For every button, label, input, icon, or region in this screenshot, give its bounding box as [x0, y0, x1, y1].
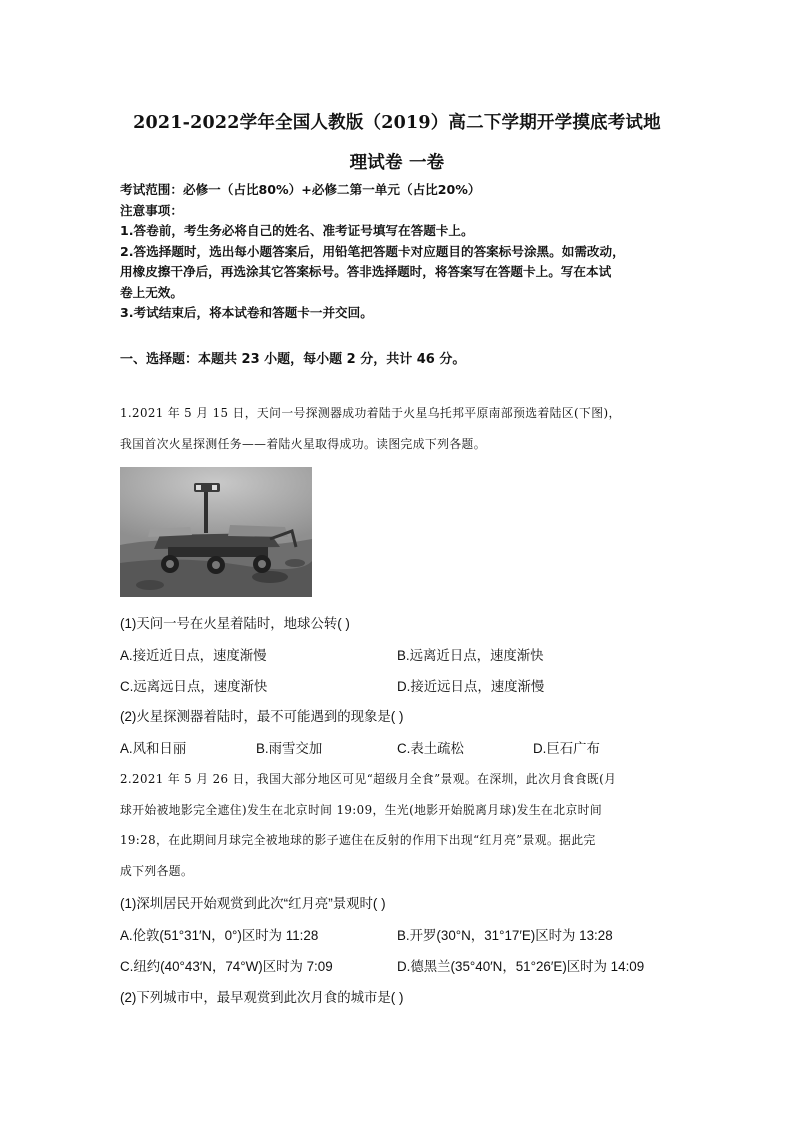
stem-line: 球开始被地影完全遮住)发生在北京时间 19:09，生光(地影开始脱离月球)发生在北京时间 — [120, 802, 603, 817]
stem-line: 19:28，在此期间月球完全被地球的影子遮住在反射的作用下出现“红月亮”景观。据此完 — [120, 833, 596, 847]
question-1-sub-2: (2)火星探测器着陆时，最不可能遇到的现象是( ) — [120, 709, 404, 724]
option-d[interactable]: D.巨石广布 — [533, 741, 600, 756]
option-d[interactable]: D.德黑兰(35°40′N，51°26′E)区时为 14:09 — [397, 959, 645, 974]
question-2-stem — [120, 764, 676, 886]
mars-rover-photo — [120, 467, 312, 597]
stem-line: 成下列各题。 — [120, 863, 194, 878]
mars-rover-icon — [120, 467, 312, 597]
exam-notice — [120, 180, 680, 324]
question-2-sub-1: (1)深圳居民开始观赏到此次“红月亮”景观时( ) — [120, 896, 386, 911]
stem-line: 2.2021 年 5 月 26 日，我国大部分地区可见“超级月全食”景观。在深圳，此次月食食既(月 — [120, 772, 617, 786]
option-b[interactable]: B.开罗(30°N，31°17′E)区时为 13:28 — [397, 928, 613, 943]
option-c[interactable]: C.远离远日点，速度渐快 — [120, 679, 268, 694]
section-heading-choice: 一、选择题：本题共 23 小题，每小题 2 分，共计 46 分。 — [120, 352, 466, 367]
notice-heading: 注意事项： — [120, 202, 183, 218]
option-a[interactable]: A.风和日丽 — [120, 741, 187, 756]
notice-item: 2.答选择题时，选出每小题答案后，用铅笔把答题卡对应题目的答案标号涂黑。如需改动， — [120, 243, 625, 259]
question-2-sub-2: (2)下列城市中，最早观赏到此次月食的城市是( ) — [120, 990, 404, 1005]
stem-line: 我国首次火星探测任务——着陆火星取得成功。读图完成下列各题。 — [120, 436, 486, 451]
option-c[interactable]: C.纽约(40°43′N，74°W)区时为 7:09 — [120, 959, 333, 974]
notice-item: 1.答卷前，考生务必将自己的姓名、准考证号填写在答题卡上。 — [120, 223, 474, 238]
question-1-stem — [120, 398, 676, 459]
option-c[interactable]: C.表土疏松 — [397, 741, 464, 756]
exam-scope: 考试范围：必修一（占比80%）+必修二第一单元（占比20%） — [120, 182, 481, 197]
option-d[interactable]: D.接近远日点，速度渐慢 — [397, 679, 545, 694]
notice-item: 3.考试结束后，将本试卷和答题卡一并交回。 — [120, 305, 373, 320]
option-b[interactable]: B.远离近日点，速度渐快 — [397, 648, 544, 663]
notice-item: 卷上无效。 — [120, 284, 183, 300]
stem-line: 1.2021 年 5 月 15 日，天问一号探测器成功着陆于火星乌托邦平原南部预选着陆区(下图)， — [120, 406, 621, 420]
option-a[interactable]: A.伦敦(51°31′N，0°)区时为 11:28 — [120, 928, 319, 943]
notice-item: 用橡皮擦干净后，再选涂其它答案标号。答非选择题时，将答案写在答题卡上。写在本试 — [120, 264, 612, 279]
exam-title-line1: 2021-2022学年全国人教版（2019）高二下学期开学摸底考试地 — [133, 113, 661, 133]
exam-title-line2: 理试卷 一卷 — [349, 153, 445, 173]
option-a[interactable]: A.接近近日点，速度渐慢 — [120, 648, 267, 663]
option-b[interactable]: B.雨雪交加 — [256, 741, 323, 756]
question-1-sub-1: (1)天问一号在火星着陆时，地球公转( ) — [120, 616, 350, 631]
